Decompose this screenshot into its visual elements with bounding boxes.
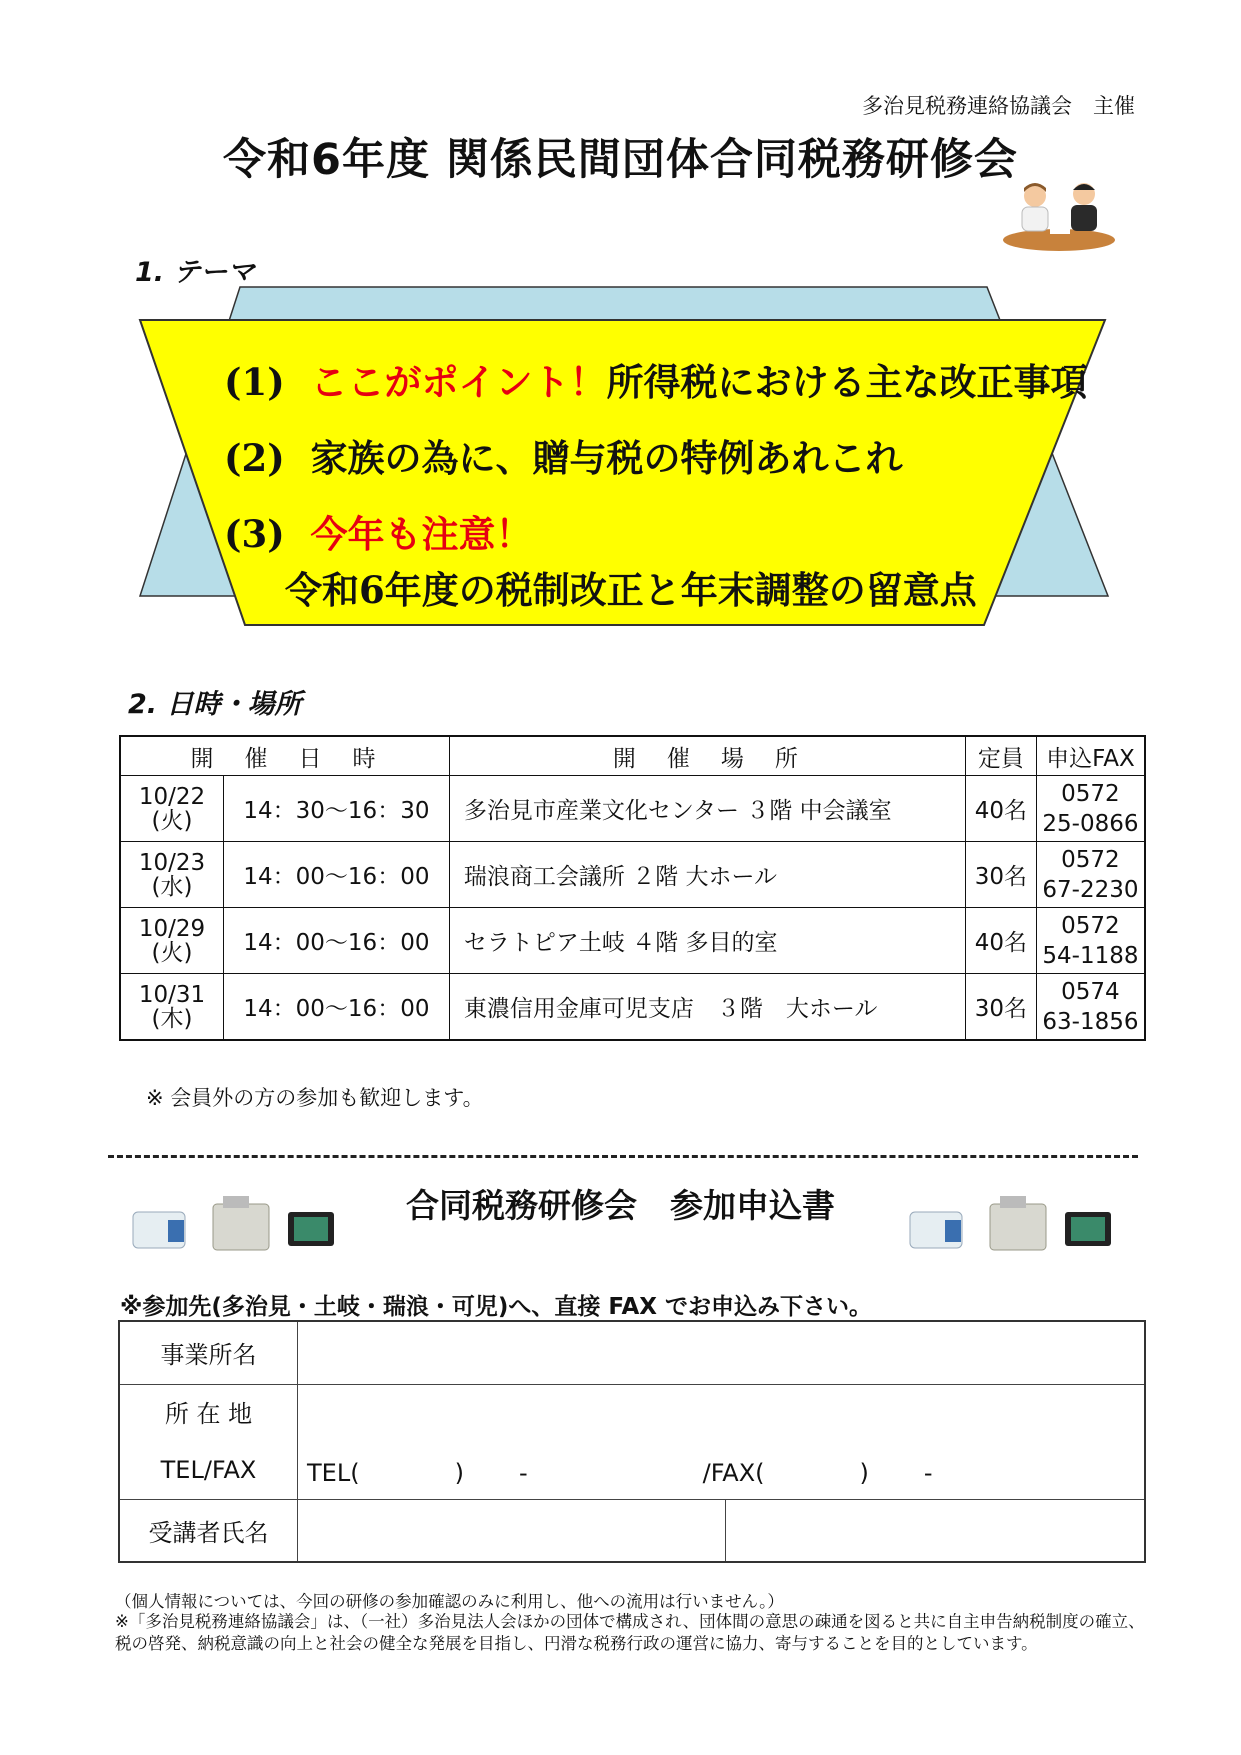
table-header-row: [120, 736, 1145, 776]
theme-item-2: (2) 家族の為に、贈与税の特例あれこれ: [224, 436, 903, 480]
theme-item-3-heading: (3) 今年も注意！: [224, 512, 533, 556]
theme-banner: [0, 0, 1241, 640]
organizer-text: 多治見税務連絡協議会 主催: [862, 94, 1135, 118]
section-heading-schedule: 2. 日時・場所: [128, 689, 302, 720]
form-title: 合同税務研修会 参加申込書: [406, 1186, 835, 1225]
section-heading-theme: 1. テーマ: [135, 257, 255, 288]
theme-item-3-text: 令和6年度の税制改正と年末調整の留意点: [285, 568, 977, 612]
table-row: 10/31 (木) 14：00〜16：00 東濃信用金庫可児支店 ３階 大ホール 30名 0574 63-1856: [120, 974, 1145, 1041]
header-capacity: 定員: [965, 736, 1036, 776]
page-title: 令和6年度 関係民間団体合同税務研修会: [223, 135, 1018, 185]
label-office: 事業所名: [119, 1321, 298, 1384]
header-datetime: 開 催 日 時: [120, 736, 449, 776]
table-row: 10/23 (水) 14：00〜16：00 瑞浪商工会議所 ２階 大ホール 30名 0572 67-2230: [120, 842, 1145, 908]
attendee-field-1[interactable]: [298, 1499, 726, 1562]
office-field[interactable]: [298, 1321, 1146, 1384]
address-telfax-field[interactable]: TEL( ) - /FAX( ) -: [298, 1384, 1146, 1499]
schedule-table: [119, 735, 1146, 1041]
header-venue: 開 催 場 所: [449, 736, 965, 776]
footnote-about-1: ※「多治見税務連絡協議会」は、（一社）多治見法人会ほかの団体で構成され、団体間の意思の疎通を図ると共に自主申告納税制度の確立、: [115, 1612, 1145, 1631]
header-fax: 申込FAX: [1036, 736, 1145, 776]
welcome-note: ※ 会員外の方の参加も歓迎します。: [146, 1086, 484, 1110]
footnote-about-2: 税の啓発、納税意識の向上と社会の健全な発展を目指し、円滑な税務行政の運営に協力、寄与することを目的としています。: [115, 1634, 1038, 1653]
attendee-field-2[interactable]: [726, 1499, 1146, 1562]
theme-item-1: (1) ここがポイント！所得税における主な改正事項: [224, 360, 1088, 404]
cut-line-divider: [108, 1155, 1138, 1158]
table-row: 10/29 (火) 14：00〜16：00 セラトピア土岐 ４階 多目的室 40名 0572 54-1188: [120, 908, 1145, 974]
fax-instruction: ※参加先(多治見・土岐・瑞浪・可児)へ、直接 FAX でお申込み下さい。: [120, 1294, 873, 1320]
label-address: 所 在 地: [164, 1399, 253, 1428]
label-attendee: 受講者氏名: [119, 1499, 298, 1562]
table-row: 10/22 (火) 14：30〜16：30 多治見市産業文化センター ３階 中会議室 40名 0572 25-0866: [120, 776, 1145, 842]
footnote-privacy: （個人情報については、今回の研修の参加確認のみに利用し、他への流用は行いません。）: [115, 1592, 784, 1611]
label-telfax: TEL/FAX: [160, 1455, 257, 1484]
application-form: [118, 1320, 1146, 1563]
